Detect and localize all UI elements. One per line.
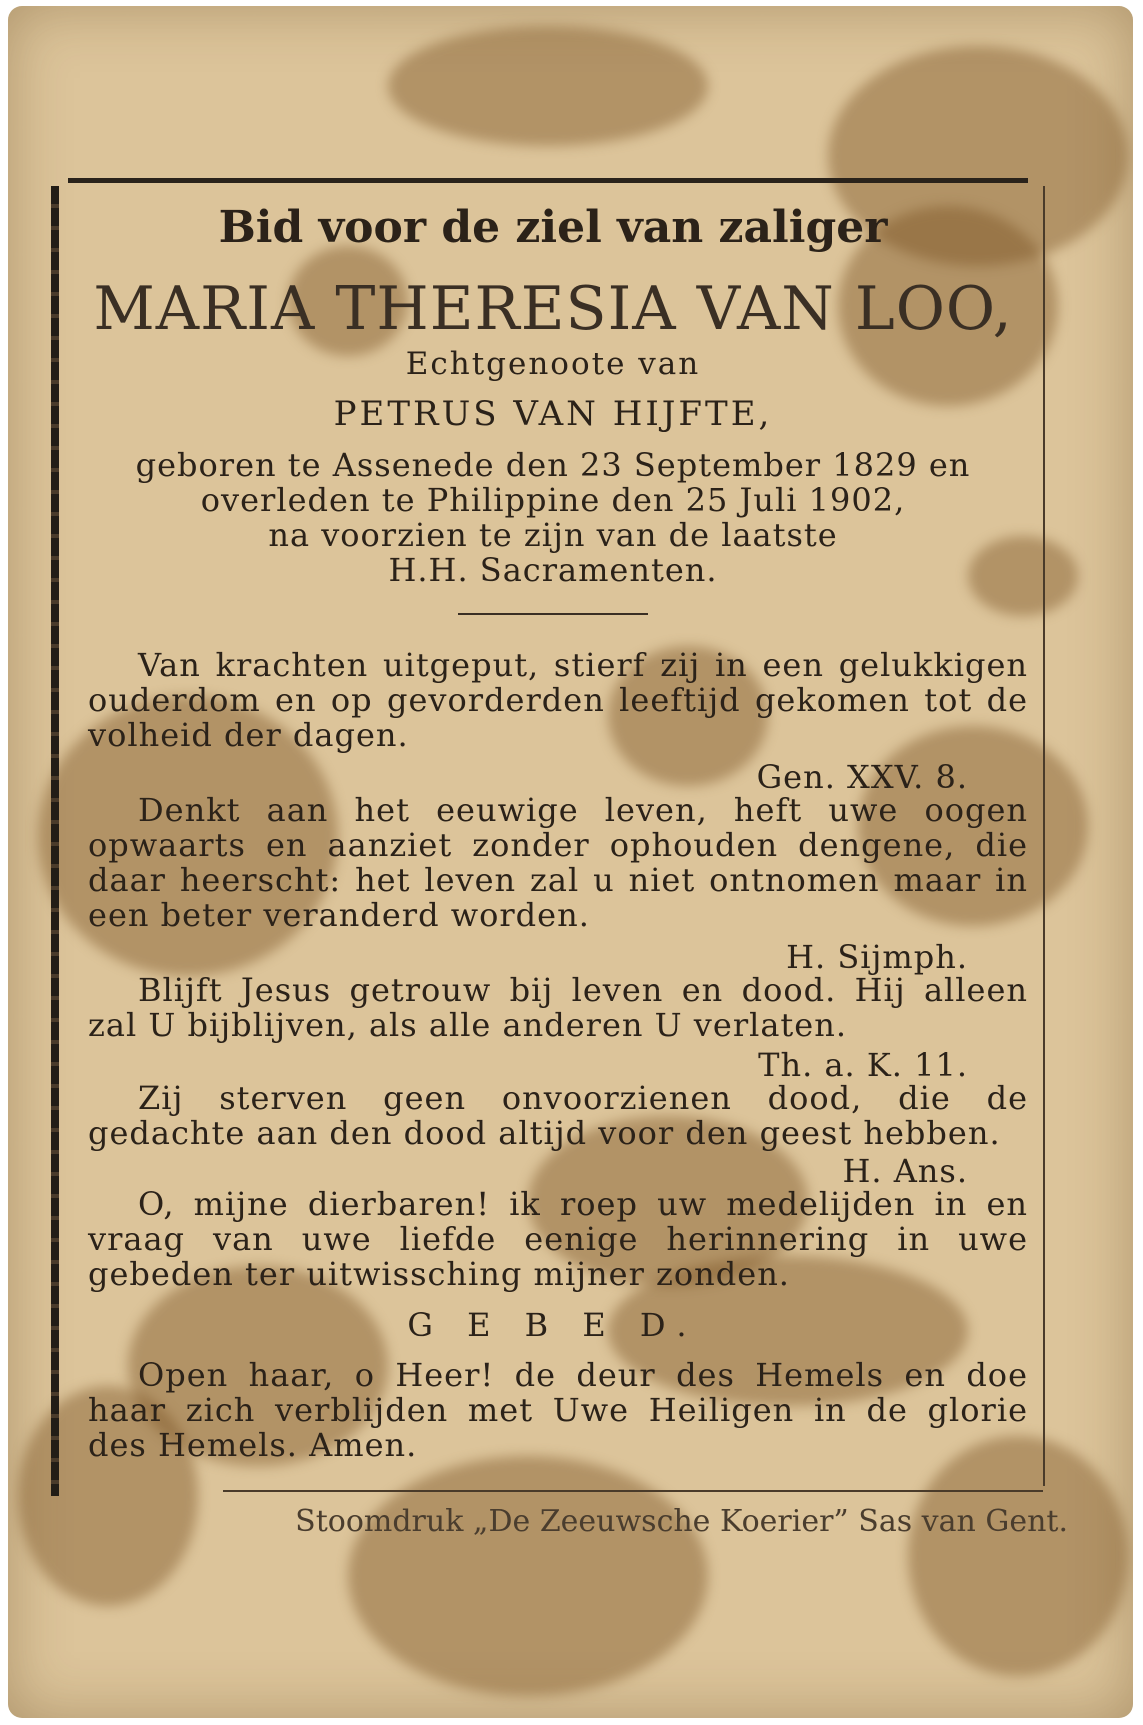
passage-text: Denkt aan het eeuwige leven, heft uwe oogen opwaarts en aanziet zonder ophouden dengene, die daar heerscht: het leven zal u niet ontnomen maar in een beter veranderd worden. <box>88 791 1028 934</box>
prayer-text: Open haar, o Heer! de deur des Hemels en doe haar zich verblijden met Uwe Heiligen in de glorie des Hemels. Amen. <box>88 1356 1028 1464</box>
stain <box>348 1456 708 1696</box>
frame-right-rule <box>1043 186 1045 1486</box>
deceased-name: MARIA THERESIA VAN LOO, <box>93 274 1013 344</box>
passage <box>88 648 1028 753</box>
passage-reference: Gen. XXV. 8. <box>756 758 968 796</box>
passage-reference: Th. a. K. 11. <box>758 1046 968 1084</box>
stain <box>908 1436 1128 1676</box>
card-heading: Bid voor de ziel van zaliger <box>218 202 888 253</box>
passage <box>88 973 1028 1043</box>
memorial-card <box>8 6 1133 1718</box>
birth-death-line: overleden te Philippine den 25 Juli 1902, <box>200 481 906 519</box>
passage-text: Blijft Jesus getrouw bij leven en dood. Hij alleen zal U bijblijven, als alle anderen U verlaten. <box>88 971 1028 1044</box>
section-divider <box>458 613 648 615</box>
stain <box>388 26 708 146</box>
birth-death-line: na voorzien te zijn van de laatste <box>268 516 838 554</box>
passage-reference: H. Ans. <box>842 1152 968 1190</box>
passage <box>88 793 1028 933</box>
passage-text: O, mijne dierbaren! ik roep uw medelijden in en vraag van uwe liefde eenige herinnering in uwe gebeden ter uitwissching mijner zonden. <box>88 1185 1028 1293</box>
passage-reference: H. Sijmph. <box>786 938 968 976</box>
passage-text: Zij sterven geen onvoorzienen dood, die de gedachte aan den dood altijd voor den geest hebben. <box>88 1079 1028 1152</box>
prayer-title: G E B E D. <box>407 1306 699 1344</box>
passage-text: Van krachten uitgeput, stierf zij in een gelukkigen ouderdom en op gevorderden leeftijd gekomen tot de volheid der dagen. <box>88 646 1028 754</box>
prayer <box>88 1358 1028 1463</box>
birth-death-line: H.H. Sacramenten. <box>388 551 718 589</box>
printer-imprint: Stoomdruk „De Zeeuwsche Koerier” Sas van Gent. <box>295 1504 1068 1539</box>
spouse-name: PETRUS VAN HIJFTE, <box>333 394 773 434</box>
passage <box>88 1187 1028 1292</box>
frame-left-rule <box>51 186 59 1496</box>
birth-death-line: geboren te Assenede den 23 September 1829 en <box>135 446 971 484</box>
frame-top-rule <box>68 178 1028 183</box>
frame-bottom-rule <box>223 1490 1043 1492</box>
spouse-intro: Echtgenoote van <box>405 346 701 382</box>
passage <box>88 1081 1028 1151</box>
